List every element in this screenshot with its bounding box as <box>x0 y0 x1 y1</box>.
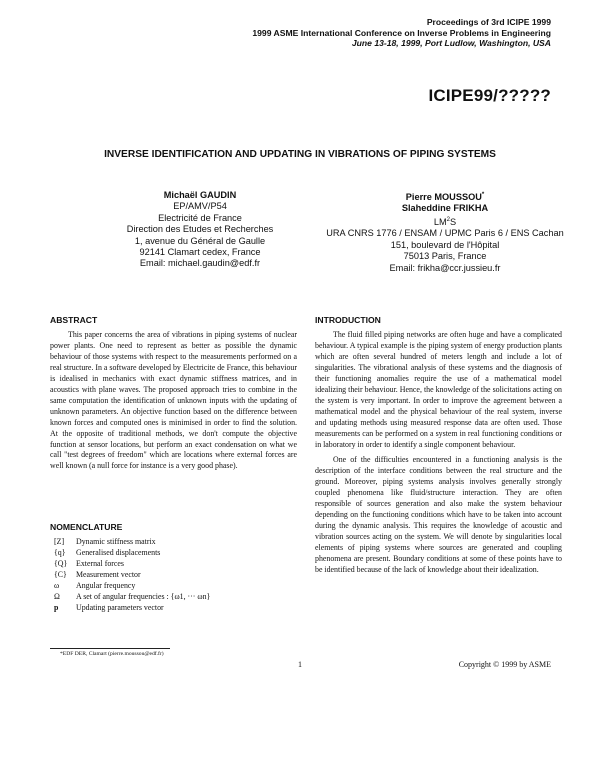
nomenclature-heading: NOMENCLATURE <box>50 522 123 532</box>
author-affiliation-line: 92141 Clamart cedex, France <box>139 247 261 258</box>
nomenclature-symbol: Ω <box>54 591 60 601</box>
proceedings-header <box>252 17 551 49</box>
nomenclature-desc: External forces <box>76 558 124 568</box>
author-affiliation-line: URA CNRS 1776 / ENSAM / UPMC Paris 6 / ENS Cachan <box>326 228 564 239</box>
footnote-rule <box>50 648 170 649</box>
nomenclature-row <box>50 537 210 548</box>
footnote: *EDF DER, Clamart (pierre.moussou@edf.fr) <box>60 651 164 657</box>
proceedings-line: Proceedings of 3rd ICIPE 1999 <box>426 17 551 27</box>
nomenclature-symbol: [Z] <box>54 537 65 546</box>
author-name: Michaël GAUDIN <box>163 190 237 200</box>
author-affiliation-line: Direction des Etudes et Recherches <box>126 224 274 235</box>
nomenclature-desc: A set of angular frequencies : {ω1, ··· ωn} <box>76 591 211 601</box>
paper-id: ICIPE99/????? <box>428 86 551 105</box>
author-affiliation-line: Electricité de France <box>158 212 242 223</box>
nomenclature-symbol: ω <box>54 580 60 590</box>
paper-title: INVERSE IDENTIFICATION AND UPDATING IN VIBRATIONS OF PIPING SYSTEMS <box>104 149 496 160</box>
author-email: Email: michael.gaudin@edf.fr <box>139 258 261 269</box>
nomenclature-desc: Updating parameters vector <box>76 602 164 612</box>
introduction-paragraph: One of the difficulties encountered in a functioning analysis is the description of the interface conditions between the real structure and the ground. Moreover, piping systems analysis involves generally strongly coupled phenomena like fluid/structure interaction. They are often responsible of sources generation and also make the system behaviour depending on the functioning conditions which have to be taken into account during the dynamic analysis. This requires the knowledge of acoustic and vibration sources acting on the system. We will denote by singularities local elements of piping systems where sources are generated and coupling phenomena are present. Boundary conditions at some of these points have to be identified because of the lack of knowledge about their idealization. <box>315 455 562 575</box>
introduction-section <box>315 315 562 576</box>
author-affiliation-line: EP/AMV/P54 <box>173 201 227 212</box>
author-block-left <box>95 190 305 270</box>
nomenclature-row <box>50 559 210 570</box>
author-email: Email: frikha@ccr.jussieu.fr <box>389 262 501 273</box>
lab-name: $LM^2S$ <box>433 216 457 227</box>
page-number: 1 <box>298 660 302 669</box>
author-affiliation-line: 75013 Paris, France <box>403 251 487 262</box>
nomenclature-row <box>50 548 210 559</box>
nomenclature-row <box>50 603 210 614</box>
author-affiliation-line: 1, avenue du Général de Gaulle <box>134 235 266 246</box>
author-block-right <box>310 190 580 274</box>
introduction-paragraph: The fluid filled piping networks are often huge and have a complicated behaviour. A typical example is the piping system of energy production plants which are often several hundred of meters length and include a lot of singularities. The vibrational analysis of these systems and the diagnosis of their functioning anomalies require the use of a mathematical model idealizing their behaviour. Hence, the knowledge of the solicitations acting on the system is very important. In order to improve the agreement between a mathematical model and the physical behaviour of the real system, inverse and updating methods using measured response data are often used. Those measurements can be performed on a system in real functioning conditions or in laboratory in order to identify a single component behaviour. <box>315 330 562 449</box>
copyright: Copyright © 1999 by ASME <box>458 660 551 669</box>
nomenclature-desc: Generalised displacements <box>76 547 161 557</box>
nomenclature-desc: Measurement vector <box>76 569 141 579</box>
nomenclature-symbol: {C} <box>54 569 67 579</box>
nomenclature-symbol: {Q} <box>54 558 68 568</box>
nomenclature-desc: Angular frequency <box>76 580 136 590</box>
nomenclature-symbol: p <box>54 602 59 612</box>
nomenclature-row <box>50 592 210 603</box>
nomenclature-section <box>50 522 297 614</box>
conference-dates: June 13-18, 1999, Port Ludlow, Washington, USA <box>351 38 551 48</box>
nomenclature-row <box>50 581 210 592</box>
nomenclature-symbol: {q} <box>54 547 66 557</box>
nomenclature-desc: Dynamic stiffness matrix <box>76 537 156 546</box>
proceedings-line: 1999 ASME International Conference on Inverse Problems in Engineering <box>252 27 551 38</box>
footnote-marker: * <box>481 192 485 198</box>
abstract-section <box>50 315 297 472</box>
author-affiliation-line: 151, boulevard de l'Hôpital <box>390 239 500 250</box>
author-name: Pierre MOUSSOU* <box>405 192 485 203</box>
nomenclature-table <box>50 537 210 614</box>
author-name: Slaheddine FRIKHA <box>401 203 489 214</box>
introduction-heading: INTRODUCTION <box>315 315 381 325</box>
abstract-heading: ABSTRACT <box>50 315 98 325</box>
abstract-text: This paper concerns the area of vibrations in piping systems of nuclear power plants. One need to represent as better as possible the dynamic behaviour of those systems with respect to the measurements performed on a real structure. In a software developed by Electricite de France, this behaviour is idealised in mechanics with exact dynamic stiffness matrices, and in acoustics with plane waves. The proposed approach tries to combine in the same computation the identification of unknown inputs with the updating of unknown parameters. An objective function based on the difference between known forces and computed ones is minimised in order to find the solution. At the opposite of traditional methods, we don't compute the objective function at sensor locations, but perform an exact condensation on what we call "test degrees of freedom" which are locations where external forces are well known (a null force for instance is a very good phase). <box>50 330 297 471</box>
nomenclature-row <box>50 570 210 581</box>
